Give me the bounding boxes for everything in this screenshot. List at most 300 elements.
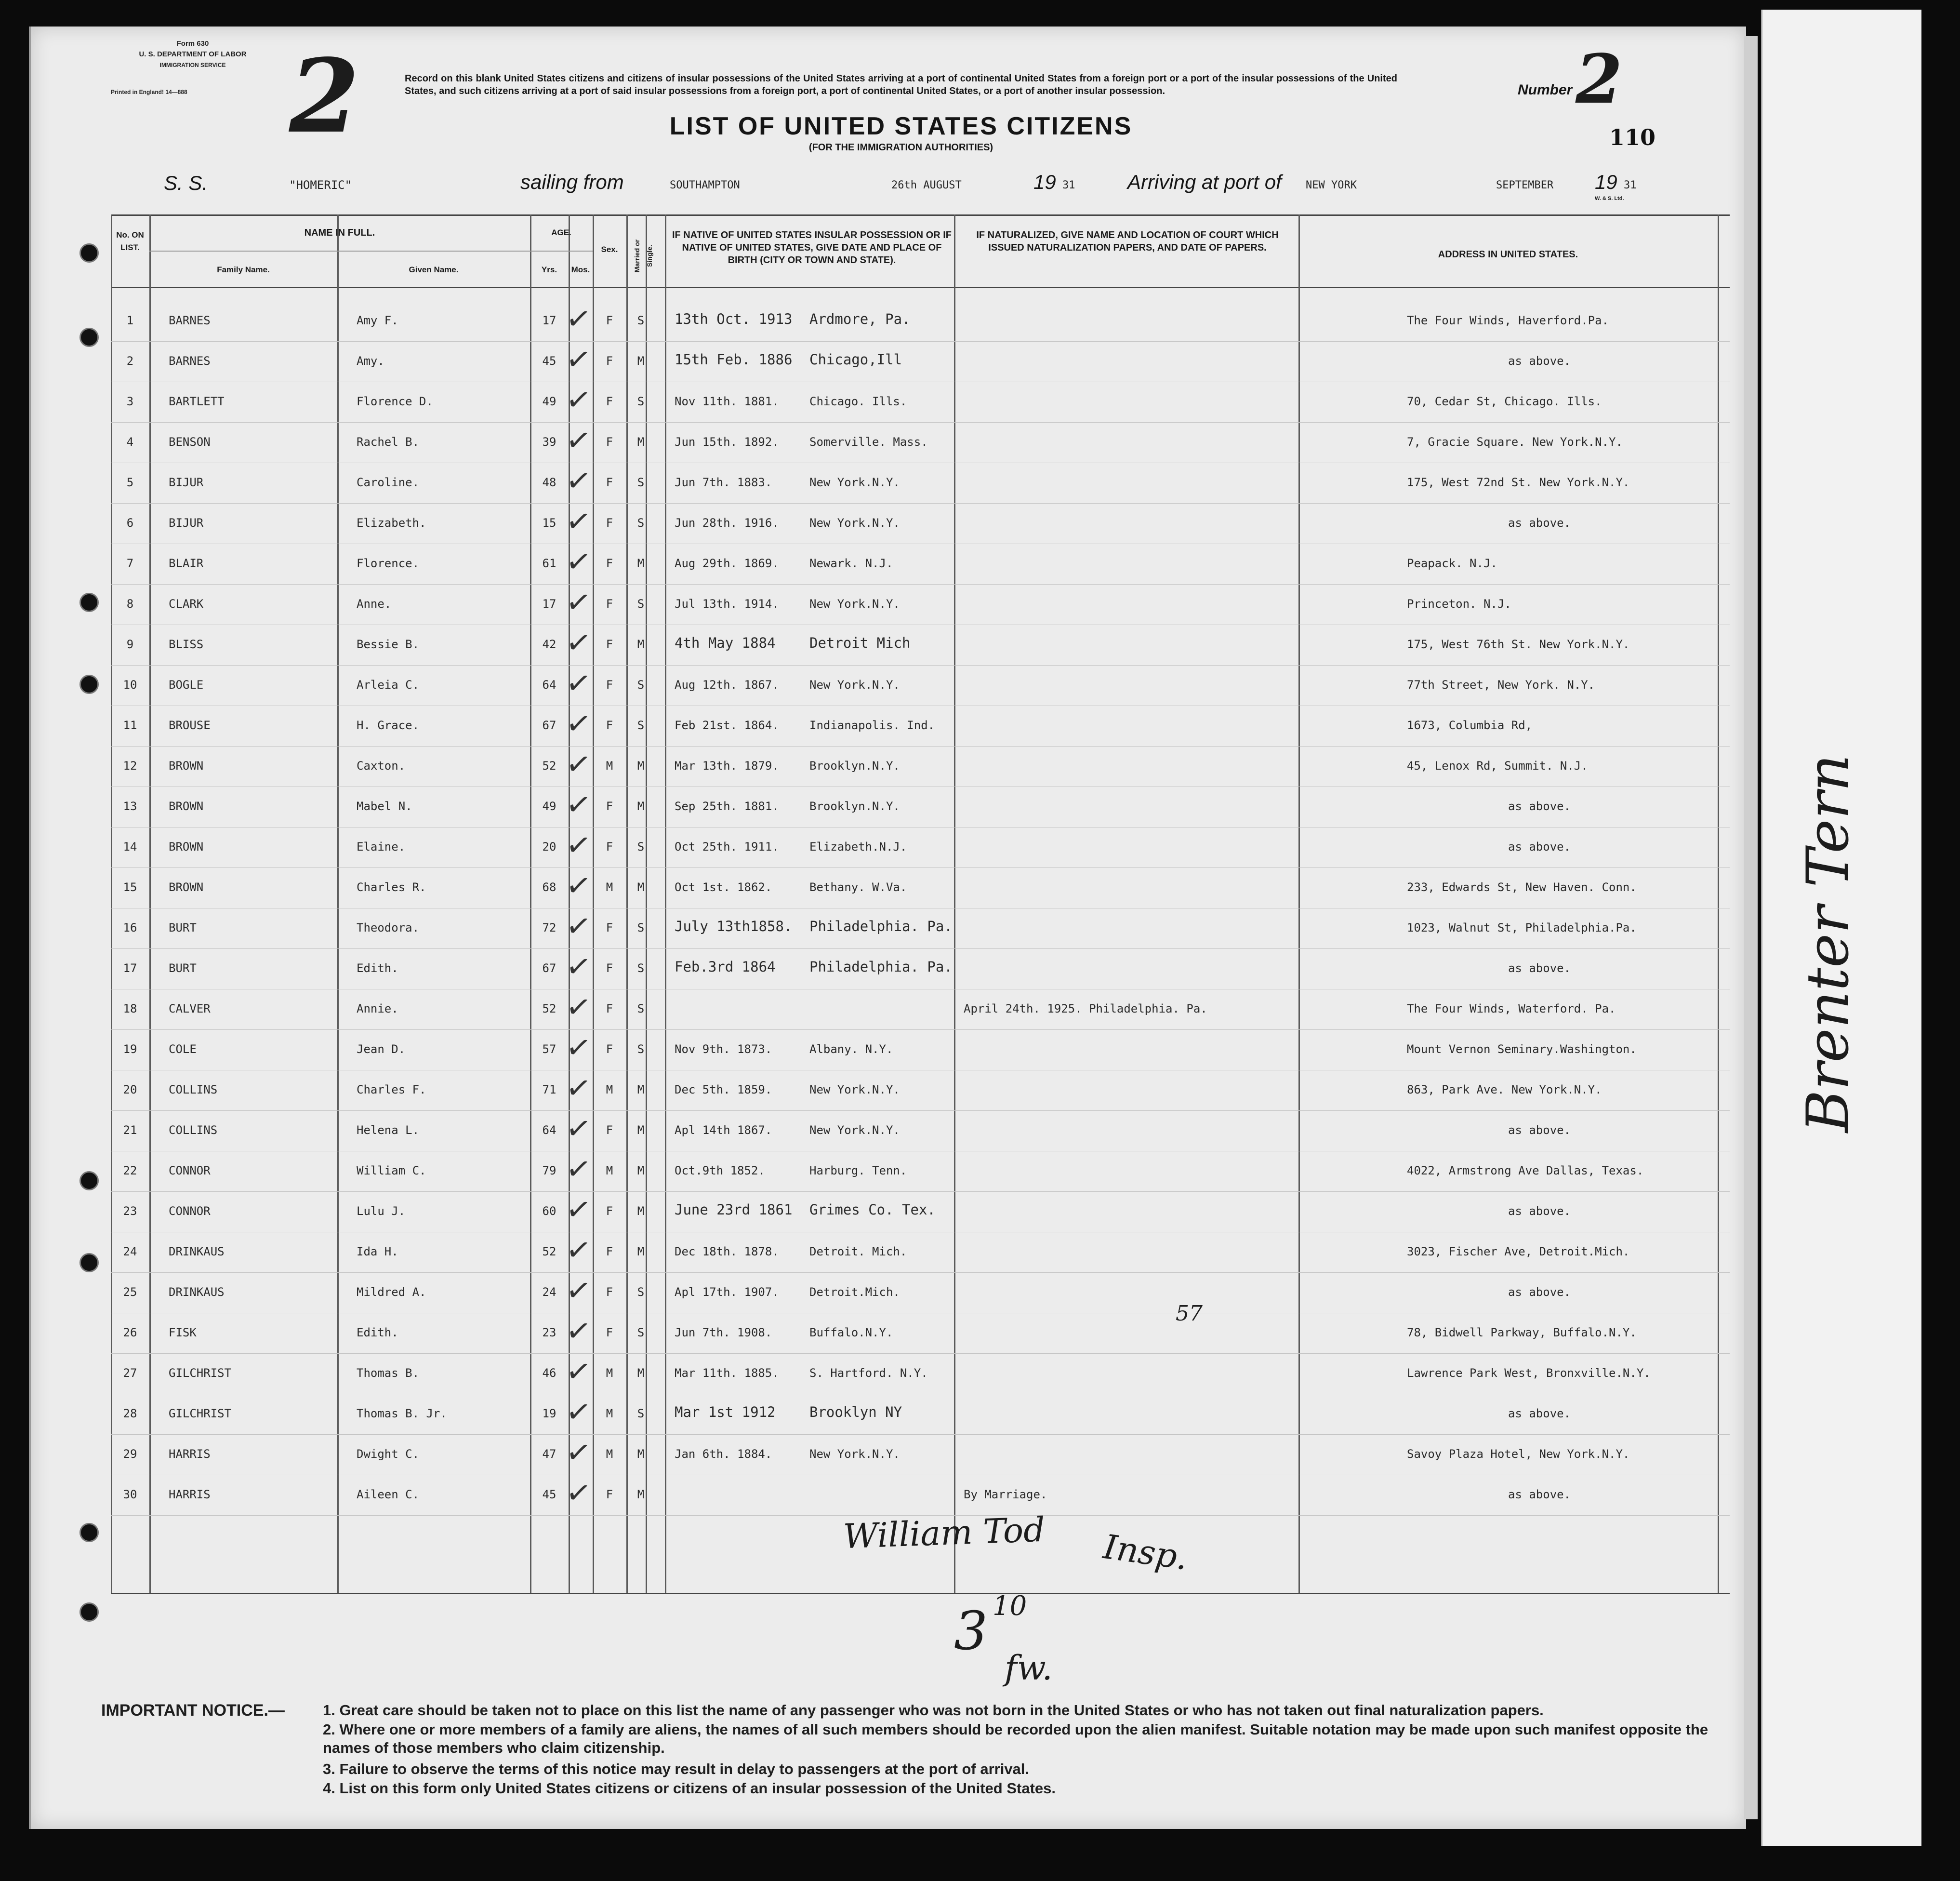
given-name: Thomas B. [357, 1366, 420, 1380]
age-years: 47 [542, 1447, 556, 1461]
address: 1673, Columbia Rd, [1407, 719, 1533, 732]
given-name: Charles F. [357, 1083, 426, 1096]
family-name: BURT [169, 961, 197, 975]
birth-date: Oct 1st. 1862. [675, 880, 772, 894]
birth-place: New York.N.Y. [809, 1447, 900, 1461]
given-name: Arleia C. [357, 678, 420, 692]
marital-status: M [637, 1488, 645, 1501]
birth-place: New York.N.Y. [809, 516, 900, 530]
table-row [111, 1435, 1730, 1475]
family-name: BENSON [169, 435, 211, 449]
row-number: 23 [123, 1204, 137, 1218]
row-number: 7 [126, 557, 134, 570]
department: U. S. DEPARTMENT OF LABOR [139, 50, 247, 58]
address: as above. [1508, 1488, 1571, 1501]
row-number: 28 [123, 1407, 137, 1420]
birth-place: Grimes Co. Tex. [809, 1201, 936, 1218]
age-years: 52 [542, 759, 556, 773]
marital-status: S [637, 1042, 645, 1056]
given-name: Caroline. [357, 476, 420, 489]
col-header-yrs: Yrs. [541, 265, 557, 274]
punch-hole [79, 328, 99, 347]
col-header-married: Married or Single. [633, 239, 653, 273]
notice-item-2: 2. Where one or more members of a family are aliens, the names of all such members should be recorded upon the alien manifest. Suitable notation may be made upon such manifest opposite the names of those members who claim citizenship. [323, 1721, 1708, 1756]
address: 78, Bidwell Parkway, Buffalo.N.Y. [1407, 1326, 1637, 1339]
fraction-denominator: fw. [1005, 1648, 1053, 1688]
check-mark: ✓ [564, 502, 594, 541]
notice-item-3: 3. Failure to observe the terms of this notice may result in delay to passengers at the port of arrival. [323, 1761, 1030, 1777]
check-mark: ✓ [564, 1109, 594, 1148]
marital-status: M [637, 1447, 645, 1461]
marital-status: S [637, 719, 645, 732]
table-row [111, 625, 1730, 666]
age-years: 64 [542, 678, 556, 692]
row-number: 12 [123, 759, 137, 773]
age-years: 48 [542, 476, 556, 489]
address: as above. [1508, 961, 1571, 975]
birth-place: Detroit.Mich. [809, 1285, 900, 1299]
birth-date: Apl 17th. 1907. [675, 1285, 779, 1299]
family-name: BROUSE [169, 719, 211, 732]
check-mark: ✓ [564, 299, 594, 338]
check-mark: ✓ [564, 1392, 594, 1431]
birth-place: S. Hartford. N.Y. [809, 1366, 928, 1380]
marital-status: S [637, 840, 645, 854]
birth-date: Feb.3rd 1864 [675, 959, 776, 975]
given-name: Mabel N. [357, 800, 412, 813]
birth-date: Dec 18th. 1878. [675, 1245, 779, 1258]
table-row [111, 1151, 1730, 1192]
from-port: SOUTHAMPTON [670, 179, 740, 191]
row-number: 9 [126, 638, 134, 651]
family-name: BROWN [169, 800, 204, 813]
row-number: 14 [123, 840, 137, 854]
family-name: COLLINS [169, 1123, 218, 1137]
address: as above. [1508, 1123, 1571, 1137]
row-number: 29 [123, 1447, 137, 1461]
birth-place: Detroit. Mich. [809, 1245, 907, 1258]
family-name: GILCHRIST [169, 1407, 232, 1420]
given-name: Amy. [357, 354, 384, 368]
year-prefix-2: 19 [1595, 171, 1617, 193]
age-years: 17 [542, 314, 556, 327]
given-name: Charles R. [357, 880, 426, 894]
check-mark: ✓ [564, 1068, 594, 1107]
col-header-age: AGE. [551, 228, 571, 237]
check-mark: ✓ [564, 340, 594, 379]
age-years: 42 [542, 638, 556, 651]
table-row [111, 301, 1730, 342]
margin-number: 57 [1176, 1301, 1203, 1326]
birth-date: Jun 28th. 1916. [675, 516, 779, 530]
given-name: Annie. [357, 1002, 398, 1015]
age-years: 49 [542, 800, 556, 813]
age-years: 72 [542, 921, 556, 934]
table-row [111, 1475, 1730, 1516]
table-row [111, 1070, 1730, 1111]
punch-hole [79, 1523, 99, 1542]
check-mark: ✓ [564, 987, 594, 1027]
col-header-mos: Mos. [571, 265, 590, 274]
row-number: 30 [123, 1488, 137, 1501]
row-number: 11 [123, 719, 137, 732]
marital-status: M [637, 1366, 645, 1380]
sex: F [606, 1002, 613, 1015]
check-mark: ✓ [564, 745, 594, 784]
address: Lawrence Park West, Bronxville.N.Y. [1407, 1366, 1651, 1380]
check-mark: ✓ [564, 421, 594, 460]
given-name: Amy F. [357, 314, 398, 327]
address: Savoy Plaza Hotel, New York.N.Y. [1407, 1447, 1630, 1461]
ship-name: "HOMERIC" [289, 178, 352, 192]
punch-hole [79, 593, 99, 612]
sex: F [606, 516, 613, 530]
address: 1023, Walnut St, Philadelphia.Pa. [1407, 921, 1637, 934]
col-header-birth: IF NATIVE OF UNITED STATES INSULAR POSSESSION OR IF NATIVE OF UNITED STATES, GIVE DATE AND PLACE OF BIRTH (CITY OR TOWN AND STATE). [672, 230, 952, 266]
sex: M [606, 1407, 613, 1420]
table-row [111, 544, 1730, 585]
birth-date: 15th Feb. 1886 [675, 351, 793, 368]
birth-date: Mar 13th. 1879. [675, 759, 779, 773]
row-number: 16 [123, 921, 137, 934]
row-number: 26 [123, 1326, 137, 1339]
year-suffix-2: 31 [1624, 179, 1637, 191]
address: Mount Vernon Seminary.Washington. [1407, 1042, 1637, 1056]
family-name: BOGLE [169, 678, 204, 692]
birth-place: Somerville. Mass. [809, 435, 928, 449]
marital-status: S [637, 314, 645, 327]
row-number: 10 [123, 678, 137, 692]
marital-status: M [637, 880, 645, 894]
address: The Four Winds, Haverford.Pa. [1407, 314, 1609, 327]
sex: M [606, 880, 613, 894]
table-row [111, 1232, 1730, 1273]
age-years: 67 [542, 719, 556, 732]
birth-place: Brooklyn.N.Y. [809, 759, 900, 773]
notice-item-4: 4. List on this form only United States citizens or citizens of an insular possession of the United States. [323, 1780, 1056, 1797]
family-name: FISK [169, 1326, 197, 1339]
given-name: Helena L. [357, 1123, 420, 1137]
family-name: BURT [169, 921, 197, 934]
family-name: BIJUR [169, 516, 204, 530]
arrival-port: NEW YORK [1306, 179, 1357, 191]
arriving-label: Arriving at port of [1127, 171, 1282, 193]
marital-status: S [637, 1407, 645, 1420]
intro-text: Record on this blank United States citizens and citizens of insular possessions of the United States arriving at a port of continental United States from a foreign port or a port of the insular possessions of the United States, and such citizens arriving at a port of said insular possessions from a foreign port, a port of continental United States, or a port of another insular possession. [405, 73, 1397, 96]
table-row [111, 1273, 1730, 1313]
age-years: 71 [542, 1083, 556, 1096]
check-mark: ✓ [564, 1028, 594, 1067]
naturalization: April 24th. 1925. Philadelphia. Pa. [964, 1002, 1207, 1015]
punch-hole [79, 1171, 99, 1190]
birth-date: Jun 15th. 1892. [675, 435, 779, 449]
family-name: DRINKAUS [169, 1285, 225, 1299]
family-name: DRINKAUS [169, 1245, 225, 1258]
check-mark: ✓ [564, 1271, 594, 1310]
birth-place: Indianapolis. Ind. [809, 719, 935, 732]
birth-place: Buffalo.N.Y. [809, 1326, 893, 1339]
sex: F [606, 800, 613, 813]
sex: F [606, 476, 613, 489]
age-years: 23 [542, 1326, 556, 1339]
age-years: 45 [542, 1488, 556, 1501]
given-name: Lulu J. [357, 1204, 406, 1218]
age-years: 52 [542, 1002, 556, 1015]
sex: M [606, 1083, 613, 1096]
table-row [111, 989, 1730, 1030]
address: 45, Lenox Rd, Summit. N.J. [1407, 759, 1588, 773]
given-name: Florence D. [357, 395, 433, 408]
year-prefix-1: 19 [1033, 171, 1056, 193]
birth-place: Newark. N.J. [809, 557, 893, 570]
birth-place: Brooklyn NY [809, 1404, 902, 1420]
sex: F [606, 354, 613, 368]
given-name: Rachel B. [357, 435, 420, 449]
table-row [111, 342, 1730, 382]
sex: F [606, 597, 613, 611]
birth-date: Nov 11th. 1881. [675, 395, 779, 408]
sex: M [606, 1164, 613, 1177]
given-name: Elaine. [357, 840, 406, 854]
birth-place: Harburg. Tenn. [809, 1164, 907, 1177]
marital-status: S [637, 678, 645, 692]
family-name: COLLINS [169, 1083, 218, 1096]
birth-date: Oct 25th. 1911. [675, 840, 779, 854]
birth-place: New York.N.Y. [809, 597, 900, 611]
given-name: Theodora. [357, 921, 420, 934]
col-header-name: NAME IN FULL. [304, 227, 375, 238]
table-row [111, 1394, 1730, 1435]
sex: F [606, 1285, 613, 1299]
birth-date: Aug 29th. 1869. [675, 557, 779, 570]
check-mark: ✓ [564, 1230, 594, 1269]
family-name: BLISS [169, 638, 204, 651]
birth-date: Jan 6th. 1884. [675, 1447, 772, 1461]
big-number-right: 2 [1576, 40, 1623, 119]
insp-note: Insp. [1101, 1527, 1191, 1578]
birth-date: Jun 7th. 1908. [675, 1326, 772, 1339]
family-name: CONNOR [169, 1204, 211, 1218]
big-number-left: 2 [289, 37, 360, 156]
birth-date: June 23rd 1861 [675, 1201, 793, 1218]
sex: F [606, 921, 613, 934]
address: 175, West 72nd St. New York.N.Y. [1407, 476, 1630, 489]
col-header-sex: Sex. [601, 245, 618, 254]
arrival-month: SEPTEMBER [1496, 179, 1554, 191]
col-header-naturalized: IF NATURALIZED, GIVE NAME AND LOCATION OF COURT WHICH ISSUED NATURALIZATION PAPERS, AND DATE OF PAPERS. [976, 230, 1279, 253]
fraction-superscript: 10 [993, 1590, 1027, 1622]
given-name: Dwight C. [357, 1447, 420, 1461]
birth-date: Oct.9th 1852. [675, 1164, 765, 1177]
table-row [111, 1111, 1730, 1151]
marital-status: S [637, 921, 645, 934]
sex: M [606, 1366, 613, 1380]
family-name: CONNOR [169, 1164, 211, 1177]
marital-status: S [637, 476, 645, 489]
printer-mark: W. & S. Ltd. [1595, 196, 1624, 201]
col-header-family: Family Name. [217, 265, 270, 274]
sex: F [606, 961, 613, 975]
check-mark: ✓ [564, 947, 594, 986]
address: as above. [1508, 354, 1571, 368]
row-number: 6 [126, 516, 134, 530]
birth-place: Chicago,Ill [809, 351, 902, 368]
check-mark: ✓ [564, 623, 594, 662]
given-name: Elizabeth. [357, 516, 426, 530]
birth-date: Dec 5th. 1859. [675, 1083, 772, 1096]
col-header-no: No. ON LIST. [116, 230, 144, 252]
row-number: 24 [123, 1245, 137, 1258]
form-title: LIST OF UNITED STATES CITIZENS [669, 112, 1133, 140]
age-years: 52 [542, 1245, 556, 1258]
given-name: Edith. [357, 961, 398, 975]
age-years: 57 [542, 1042, 556, 1056]
table-row [111, 504, 1730, 544]
age-years: 49 [542, 395, 556, 408]
marital-status: M [637, 557, 645, 570]
row-number: 18 [123, 1002, 137, 1015]
punch-hole [79, 1602, 99, 1622]
check-mark: ✓ [564, 542, 594, 581]
notice-item-1: 1. Great care should be taken not to place on this list the name of any passenger who was not born in the United States or who has not taken out final naturalization papers. [323, 1702, 1544, 1719]
given-name: H. Grace. [357, 719, 420, 732]
marital-status: M [637, 1123, 645, 1137]
address: as above. [1508, 840, 1571, 854]
row-number: 8 [126, 597, 134, 611]
marital-status: M [637, 1204, 645, 1218]
table-row [111, 423, 1730, 463]
sex: F [606, 840, 613, 854]
row-number: 3 [126, 395, 134, 408]
sex: F [606, 557, 613, 570]
given-name: Edith. [357, 1326, 398, 1339]
birth-place: Philadelphia. Pa. [809, 918, 953, 934]
punch-hole [79, 675, 99, 694]
page-stamp: 110 [1609, 124, 1656, 150]
check-mark: ✓ [564, 907, 594, 946]
check-mark: ✓ [564, 1352, 594, 1391]
sex: M [606, 759, 613, 773]
check-mark: ✓ [564, 583, 594, 622]
address: 77th Street, New York. N.Y. [1407, 678, 1595, 692]
sex: F [606, 1204, 613, 1218]
birth-place: New York.N.Y. [809, 1083, 900, 1096]
birth-place: Ardmore, Pa. [809, 311, 911, 327]
table-row [111, 463, 1730, 504]
sex: F [606, 719, 613, 732]
family-name: BROWN [169, 880, 204, 894]
age-years: 60 [542, 1204, 556, 1218]
check-mark: ✓ [564, 785, 594, 824]
address: 175, West 76th St. New York.N.Y. [1407, 638, 1630, 651]
age-years: 67 [542, 961, 556, 975]
address: Peapack. N.J. [1407, 557, 1497, 570]
age-years: 15 [542, 516, 556, 530]
sheet-edge [1744, 36, 1758, 1819]
age-years: 61 [542, 557, 556, 570]
age-years: 39 [542, 435, 556, 449]
row-number: 2 [126, 354, 134, 368]
table-row [111, 827, 1730, 868]
notice-label: IMPORTANT NOTICE.— [101, 1701, 285, 1720]
row-number: 27 [123, 1366, 137, 1380]
family-name: BARTLETT [169, 395, 225, 408]
birth-date: Aug 12th. 1867. [675, 678, 779, 692]
table-row [111, 666, 1730, 706]
marital-status: S [637, 516, 645, 530]
marital-status: M [637, 1245, 645, 1258]
col-header-address: ADDRESS IN UNITED STATES. [1438, 249, 1578, 260]
address: The Four Winds, Waterford. Pa. [1407, 1002, 1616, 1015]
table-row [111, 1030, 1730, 1070]
birth-place: New York.N.Y. [809, 1123, 900, 1137]
age-years: 45 [542, 354, 556, 368]
row-number: 13 [123, 800, 137, 813]
side-note: Brenter Tern [1795, 754, 1862, 1133]
family-name: GILCHRIST [169, 1366, 232, 1380]
depart-date: 26th AUGUST [891, 179, 962, 191]
birth-date: 4th May 1884 [675, 635, 776, 651]
birth-place: Detroit Mich [809, 635, 911, 651]
address: as above. [1508, 516, 1571, 530]
marital-status: S [637, 1285, 645, 1299]
birth-date: July 13th1858. [675, 918, 793, 934]
marital-status: S [637, 1326, 645, 1339]
birth-place: Brooklyn.N.Y. [809, 800, 900, 813]
address: 70, Cedar St, Chicago. Ills. [1407, 395, 1602, 408]
marital-status: M [637, 435, 645, 449]
form-subtitle: (FOR THE IMMIGRATION AUTHORITIES) [808, 142, 993, 153]
check-mark: ✓ [564, 826, 594, 865]
age-years: 79 [542, 1164, 556, 1177]
punch-hole [79, 1253, 99, 1272]
family-name: COLE [169, 1042, 197, 1056]
check-mark: ✓ [564, 461, 594, 500]
family-name: BIJUR [169, 476, 204, 489]
row-number: 1 [126, 314, 134, 327]
age-years: 68 [542, 880, 556, 894]
table-row [111, 908, 1730, 949]
given-name: Bessie B. [357, 638, 420, 651]
age-years: 64 [542, 1123, 556, 1137]
birth-date: Feb 21st. 1864. [675, 719, 779, 732]
address: 233, Edwards St, New Haven. Conn. [1407, 880, 1637, 894]
family-name: BROWN [169, 840, 204, 854]
check-mark: ✓ [564, 664, 594, 703]
sex: F [606, 1245, 613, 1258]
col-header-given: Given Name. [409, 265, 459, 274]
address: as above. [1508, 1407, 1571, 1420]
address: as above. [1508, 1204, 1571, 1218]
family-name: BARNES [169, 354, 211, 368]
birth-place: Chicago. Ills. [809, 395, 907, 408]
birth-date: Nov 9th. 1873. [675, 1042, 772, 1056]
row-number: 17 [123, 961, 137, 975]
check-mark: ✓ [564, 1190, 594, 1229]
naturalization: By Marriage. [964, 1488, 1047, 1501]
marital-status: M [637, 638, 645, 651]
marital-status: M [637, 354, 645, 368]
year-suffix-1: 31 [1062, 179, 1075, 191]
address: 3023, Fischer Ave, Detroit.Mich. [1407, 1245, 1630, 1258]
table-row [111, 747, 1730, 787]
sex: F [606, 638, 613, 651]
age-years: 19 [542, 1407, 556, 1420]
table-row [111, 706, 1730, 747]
punch-hole [79, 243, 99, 263]
table-row [111, 585, 1730, 625]
birth-place: Philadelphia. Pa. [809, 959, 953, 975]
